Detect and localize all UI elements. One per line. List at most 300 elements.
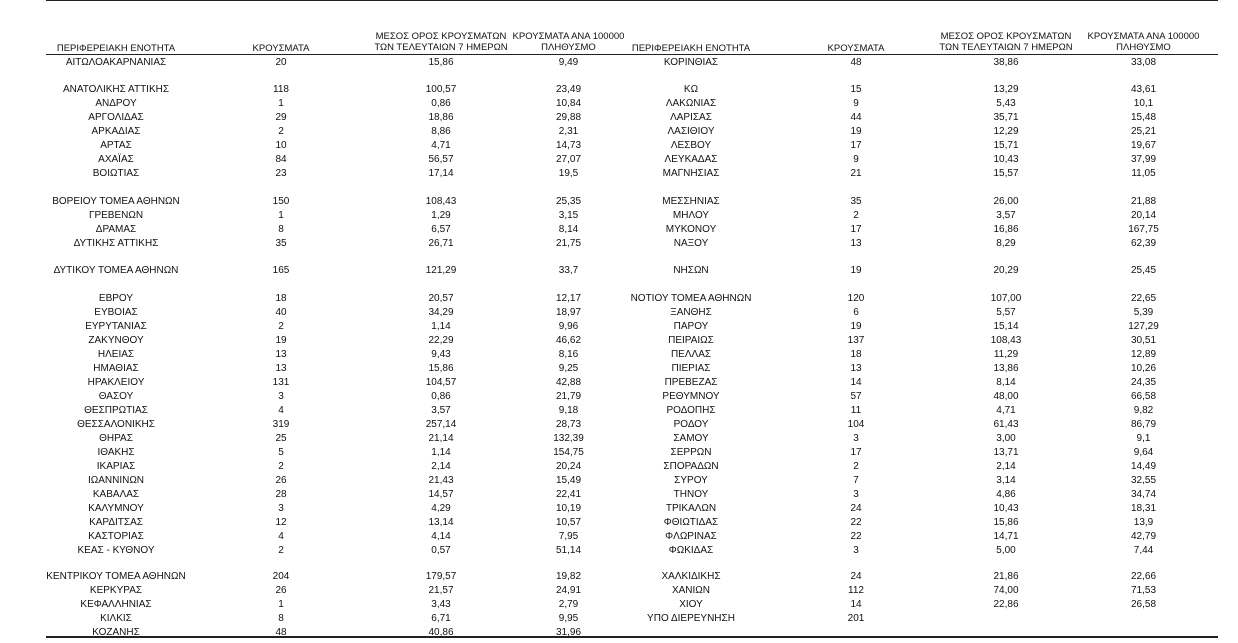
avg7-cell: 107,00 bbox=[990, 293, 1022, 304]
cases-cell: 21 bbox=[850, 168, 862, 179]
avg7-cell: 3,14 bbox=[996, 475, 1016, 486]
region-cell: ΣΥΡΟΥ bbox=[674, 475, 708, 486]
region-cell: ΠΕΙΡΑΙΩΣ bbox=[668, 335, 714, 346]
table-row bbox=[46, 196, 621, 208]
region-cell: ΣΠΟΡΑΔΩΝ bbox=[663, 461, 719, 472]
per100k-cell: 21,88 bbox=[1130, 196, 1157, 207]
per100k-cell: 34,74 bbox=[1130, 489, 1157, 500]
region-cell: ΡΕΘΥΜΝΟΥ bbox=[662, 391, 720, 402]
cases-cell: 4 bbox=[278, 531, 284, 542]
region-cell: ΔΥΤΙΚΗΣ ΑΤΤΙΚΗΣ bbox=[73, 238, 159, 249]
per100k-cell: 71,53 bbox=[1130, 585, 1157, 596]
table-row bbox=[621, 238, 1218, 250]
table-row bbox=[621, 210, 1218, 222]
per100k-cell: 9,64 bbox=[1133, 447, 1154, 458]
region-cell: ΒΟΡΕΙΟΥ ΤΟΜΕΑ ΑΘΗΝΩΝ bbox=[52, 196, 180, 207]
table-row bbox=[46, 461, 621, 473]
header-avg7-line2: ΤΩΝ ΤΕΛΕΥΤΑΙΩΝ 7 ΗΜΕΡΩΝ bbox=[939, 42, 1073, 53]
per100k-cell: 21,79 bbox=[555, 391, 582, 402]
table-row bbox=[621, 545, 1218, 557]
region-cell: ΚΟΖΑΝΗΣ bbox=[92, 627, 140, 638]
avg7-cell: 13,71 bbox=[993, 447, 1019, 458]
avg7-cell: 2,14 bbox=[431, 461, 451, 472]
table-row bbox=[621, 126, 1218, 138]
header-region: ΠΕΡΙΦΕΡΕΙΑΚΗ ΕΝΟΤΗΤΑ bbox=[631, 43, 751, 54]
per100k-cell: 10,84 bbox=[555, 98, 582, 109]
cases-cell: 26 bbox=[275, 475, 287, 486]
per100k-cell: 18,31 bbox=[1130, 503, 1157, 514]
per100k-cell: 10,1 bbox=[1133, 98, 1154, 109]
left-table bbox=[46, 0, 625, 643]
avg7-cell: 5,57 bbox=[996, 307, 1016, 318]
table-row bbox=[621, 433, 1218, 445]
per100k-cell: 19,82 bbox=[555, 571, 582, 582]
avg7-cell: 48,00 bbox=[993, 391, 1019, 402]
table-row bbox=[46, 377, 621, 389]
cases-cell: 319 bbox=[272, 419, 290, 430]
per100k-cell: 14,73 bbox=[555, 140, 582, 151]
table-row bbox=[46, 447, 621, 459]
table-row bbox=[621, 363, 1218, 375]
region-cell: ΞΑΝΘΗΣ bbox=[670, 307, 712, 318]
per100k-cell: 8,16 bbox=[558, 349, 579, 360]
region-cell: ΚΑΡΔΙΤΣΑΣ bbox=[89, 517, 143, 528]
per100k-cell: 66,58 bbox=[1130, 391, 1157, 402]
header-avg7-line2: ΤΩΝ ΤΕΛΕΥΤΑΙΩΝ 7 ΗΜΕΡΩΝ bbox=[374, 42, 508, 53]
per100k-cell: 25,45 bbox=[1130, 265, 1157, 276]
avg7-cell: 20,29 bbox=[993, 265, 1019, 276]
avg7-cell: 0,86 bbox=[431, 391, 451, 402]
header-avg7-line1: ΜΕΣΟΣ ΟΡΟΣ ΚΡΟΥΣΜΑΤΩΝ bbox=[375, 31, 507, 42]
avg7-cell: 21,86 bbox=[993, 571, 1019, 582]
table-row bbox=[46, 391, 621, 403]
table-row bbox=[621, 98, 1218, 110]
region-cell: ΜΑΓΝΗΣΙΑΣ bbox=[662, 168, 720, 179]
table-row bbox=[46, 571, 621, 583]
region-cell: ΝΑΞΟΥ bbox=[673, 238, 709, 249]
per100k-cell: 32,55 bbox=[1130, 475, 1157, 486]
cases-cell: 3 bbox=[278, 391, 284, 402]
cases-cell: 5 bbox=[278, 447, 284, 458]
per100k-cell: 33,08 bbox=[1130, 57, 1157, 68]
cases-cell: 26 bbox=[275, 585, 287, 596]
table-row bbox=[46, 98, 621, 110]
region-cell: ΚΕΝΤΡΙΚΟΥ ΤΟΜΕΑ ΑΘΗΝΩΝ bbox=[46, 571, 186, 582]
cases-cell: 84 bbox=[275, 154, 287, 165]
per100k-cell: 19,67 bbox=[1130, 140, 1157, 151]
avg7-cell: 17,14 bbox=[428, 168, 454, 179]
region-cell: ΥΠΟ ΔΙΕΡΕΥΝΗΣΗ bbox=[647, 613, 735, 624]
table-row bbox=[621, 585, 1218, 597]
per100k-cell: 127,29 bbox=[1128, 321, 1159, 332]
cases-cell: 10 bbox=[275, 140, 287, 151]
region-cell: ΑΙΤΩΛΟΑΚΑΡΝΑΝΙΑΣ bbox=[65, 57, 167, 68]
per100k-cell: 9,25 bbox=[558, 363, 579, 374]
avg7-cell: 4,86 bbox=[996, 489, 1016, 500]
table-row bbox=[46, 475, 621, 487]
avg7-cell: 8,29 bbox=[996, 238, 1016, 249]
cases-cell: 14 bbox=[850, 377, 862, 388]
region-cell: ΘΕΣΠΡΩΤΙΑΣ bbox=[84, 405, 148, 416]
table-row bbox=[46, 321, 621, 333]
region-cell: ΠΙΕΡΙΑΣ bbox=[671, 363, 711, 374]
table-row bbox=[46, 126, 621, 138]
per100k-cell: 20,24 bbox=[555, 461, 582, 472]
table-row bbox=[46, 154, 621, 166]
avg7-cell: 40,86 bbox=[428, 627, 454, 638]
table-row bbox=[46, 84, 621, 96]
region-cell: ΔΡΑΜΑΣ bbox=[95, 224, 137, 235]
cases-cell: 20 bbox=[275, 57, 287, 68]
header-cases: ΚΡΟΥΣΜΑΤΑ bbox=[252, 43, 310, 54]
cases-cell: 14 bbox=[850, 599, 862, 610]
table-row bbox=[621, 461, 1218, 473]
cases-cell: 40 bbox=[275, 307, 287, 318]
per100k-cell: 20,14 bbox=[1130, 210, 1157, 221]
avg7-cell: 257,14 bbox=[425, 419, 457, 430]
cases-cell: 35 bbox=[850, 196, 862, 207]
cases-cell: 131 bbox=[272, 377, 290, 388]
region-cell: ΤΗΝΟΥ bbox=[673, 489, 709, 500]
cases-cell: 120 bbox=[847, 293, 865, 304]
avg7-cell: 3,57 bbox=[996, 210, 1016, 221]
avg7-cell: 179,57 bbox=[425, 571, 457, 582]
table-row bbox=[621, 224, 1218, 236]
avg7-cell: 9,43 bbox=[431, 349, 451, 360]
region-cell: ΠΡΕΒΕΖΑΣ bbox=[664, 377, 718, 388]
avg7-cell: 26,00 bbox=[993, 196, 1019, 207]
region-cell: ΝΗΣΩΝ bbox=[673, 265, 709, 276]
cases-cell: 24 bbox=[850, 503, 862, 514]
avg7-cell: 13,14 bbox=[428, 517, 454, 528]
avg7-cell: 11,29 bbox=[993, 349, 1019, 360]
cases-cell: 17 bbox=[850, 447, 862, 458]
avg7-cell: 3,57 bbox=[431, 405, 451, 416]
per100k-cell: 132,39 bbox=[553, 433, 584, 444]
table-row bbox=[621, 293, 1218, 305]
region-cell: ΛΑΚΩΝΙΑΣ bbox=[665, 98, 717, 109]
cases-cell: 13 bbox=[275, 363, 287, 374]
table-row bbox=[621, 475, 1218, 487]
cases-cell: 165 bbox=[272, 265, 290, 276]
avg7-cell: 38,86 bbox=[993, 57, 1019, 68]
avg7-cell: 14,71 bbox=[993, 531, 1019, 542]
per100k-cell: 5,39 bbox=[1133, 307, 1154, 318]
cases-cell: 8 bbox=[278, 613, 284, 624]
per100k-cell: 62,39 bbox=[1130, 238, 1157, 249]
table-row bbox=[621, 503, 1218, 515]
region-cell: ΘΑΣΟΥ bbox=[98, 391, 134, 402]
cases-cell: 3 bbox=[278, 503, 284, 514]
cases-cell: 17 bbox=[850, 140, 862, 151]
region-cell: ΚΕΦΑΛΛΗΝΙΑΣ bbox=[80, 599, 152, 610]
avg7-cell: 3,00 bbox=[996, 433, 1016, 444]
region-cell: ΧΑΝΙΩΝ bbox=[671, 585, 711, 596]
avg7-cell: 35,71 bbox=[993, 112, 1019, 123]
per100k-cell: 167,75 bbox=[1128, 224, 1159, 235]
table-row bbox=[46, 335, 621, 347]
per100k-cell: 22,66 bbox=[1130, 571, 1157, 582]
cases-cell: 7 bbox=[853, 475, 859, 486]
table-row bbox=[46, 265, 621, 277]
region-cell: ΑΝΑΤΟΛΙΚΗΣ ΑΤΤΙΚΗΣ bbox=[62, 84, 170, 95]
avg7-cell: 13,86 bbox=[993, 363, 1019, 374]
table-row bbox=[46, 627, 621, 639]
per100k-cell: 25,21 bbox=[1130, 126, 1157, 137]
header-per100k-line1: ΚΡΟΥΣΜΑΤΑ ΑΝΑ 100000 bbox=[512, 31, 625, 42]
per100k-cell: 9,1 bbox=[1136, 433, 1151, 444]
avg7-cell: 14,57 bbox=[428, 489, 454, 500]
region-cell: ΑΡΤΑΣ bbox=[100, 140, 132, 151]
table-row bbox=[46, 238, 621, 250]
per100k-cell: 37,99 bbox=[1130, 154, 1157, 165]
table-row bbox=[46, 293, 621, 305]
per100k-cell: 11,05 bbox=[1131, 168, 1156, 179]
cases-cell: 29 bbox=[275, 112, 287, 123]
avg7-cell: 15,71 bbox=[993, 140, 1019, 151]
table-row bbox=[621, 57, 1218, 69]
table-row bbox=[46, 307, 621, 319]
region-cell: ΑΡΚΑΔΙΑΣ bbox=[91, 126, 141, 137]
region-cell: ΙΘΑΚΗΣ bbox=[97, 447, 135, 458]
cases-cell: 6 bbox=[853, 307, 859, 318]
cases-cell: 22 bbox=[850, 517, 862, 528]
table-row bbox=[46, 613, 621, 625]
table-row bbox=[46, 517, 621, 529]
region-cell: ΦΘΙΩΤΙΔΑΣ bbox=[663, 517, 719, 528]
table-row bbox=[621, 405, 1218, 417]
per100k-cell: 13,9 bbox=[1133, 517, 1154, 528]
avg7-cell: 21,57 bbox=[428, 585, 454, 596]
region-cell: ΤΡΙΚΑΛΩΝ bbox=[665, 503, 717, 514]
table-row bbox=[621, 321, 1218, 333]
per100k-cell: 9,18 bbox=[558, 405, 579, 416]
region-cell: ΝΟΤΙΟΥ ΤΟΜΕΑ ΑΘΗΝΩΝ bbox=[630, 293, 752, 304]
region-cell: ΚΟΡΙΝΘΙΑΣ bbox=[663, 57, 719, 68]
region-cell: ΕΥΡΥΤΑΝΙΑΣ bbox=[85, 321, 147, 332]
avg7-cell: 108,43 bbox=[990, 335, 1022, 346]
region-cell: ΛΕΥΚΑΔΑΣ bbox=[664, 154, 718, 165]
cases-cell: 17 bbox=[850, 224, 862, 235]
table-row bbox=[621, 613, 1218, 625]
cases-cell: 204 bbox=[272, 571, 290, 582]
region-cell: ΜΗΛΟΥ bbox=[672, 210, 710, 221]
per100k-cell: 24,91 bbox=[555, 585, 582, 596]
avg7-cell: 10,43 bbox=[993, 154, 1019, 165]
region-cell: ΚΑΣΤΟΡΙΑΣ bbox=[88, 531, 144, 542]
per100k-cell: 27,07 bbox=[555, 154, 582, 165]
table-row bbox=[621, 307, 1218, 319]
avg7-cell: 21,43 bbox=[428, 475, 454, 486]
per100k-cell: 2,31 bbox=[558, 126, 579, 137]
table-row bbox=[46, 433, 621, 445]
avg7-cell: 16,86 bbox=[993, 224, 1019, 235]
region-cell: ΒΟΙΩΤΙΑΣ bbox=[92, 168, 140, 179]
cases-cell: 2 bbox=[853, 461, 859, 472]
cases-cell: 104 bbox=[847, 419, 865, 430]
per100k-cell: 23,49 bbox=[555, 84, 582, 95]
table-row bbox=[621, 517, 1218, 529]
avg7-cell: 6,71 bbox=[431, 613, 451, 624]
per100k-cell: 22,41 bbox=[555, 489, 582, 500]
cases-cell: 3 bbox=[853, 545, 859, 556]
header-cases: ΚΡΟΥΣΜΑΤΑ bbox=[827, 43, 885, 54]
per100k-cell: 18,97 bbox=[555, 307, 582, 318]
avg7-cell: 1,29 bbox=[431, 210, 451, 221]
per100k-cell: 33,7 bbox=[558, 265, 579, 276]
avg7-cell: 3,43 bbox=[431, 599, 451, 610]
cases-cell: 9 bbox=[853, 98, 859, 109]
cases-cell: 18 bbox=[275, 293, 287, 304]
avg7-cell: 1,14 bbox=[431, 447, 451, 458]
avg7-cell: 21,14 bbox=[428, 433, 454, 444]
table-row bbox=[621, 349, 1218, 361]
per100k-cell: 12,17 bbox=[555, 293, 582, 304]
table-row bbox=[46, 419, 621, 431]
per100k-cell: 26,58 bbox=[1130, 599, 1157, 610]
per100k-cell: 25,35 bbox=[555, 196, 582, 207]
per100k-cell: 8,14 bbox=[558, 224, 579, 235]
per100k-cell: 30,51 bbox=[1130, 335, 1157, 346]
per100k-cell: 19,5 bbox=[558, 168, 579, 179]
per100k-cell: 154,75 bbox=[553, 447, 584, 458]
right-table bbox=[621, 0, 1218, 643]
region-cell: ΚΩ bbox=[683, 84, 699, 95]
per100k-cell: 3,15 bbox=[558, 210, 579, 221]
region-cell: ΕΥΒΟΙΑΣ bbox=[94, 307, 138, 318]
cases-cell: 57 bbox=[850, 391, 862, 402]
region-cell: ΑΡΓΟΛΙΔΑΣ bbox=[88, 112, 144, 123]
region-cell: ΠΑΡΟΥ bbox=[673, 321, 709, 332]
table-row bbox=[46, 585, 621, 597]
per100k-cell: 24,35 bbox=[1130, 377, 1157, 388]
avg7-cell: 4,71 bbox=[996, 405, 1016, 416]
region-cell: ΘΗΡΑΣ bbox=[99, 433, 133, 444]
cases-cell: 118 bbox=[273, 84, 289, 95]
region-cell: ΘΕΣΣΑΛΟΝΙΚΗΣ bbox=[77, 419, 155, 430]
table-row bbox=[621, 571, 1218, 583]
cases-cell: 15 bbox=[850, 84, 862, 95]
table-row bbox=[46, 489, 621, 501]
table-row bbox=[46, 112, 621, 124]
per100k-cell: 86,79 bbox=[1130, 419, 1157, 430]
cases-cell: 48 bbox=[275, 627, 287, 638]
table-row bbox=[46, 210, 621, 222]
region-cell: ΗΜΑΘΙΑΣ bbox=[93, 363, 139, 374]
per100k-cell: 10,26 bbox=[1130, 363, 1157, 374]
header-avg7-line1: ΜΕΣΟΣ ΟΡΟΣ ΚΡΟΥΣΜΑΤΩΝ bbox=[940, 31, 1072, 42]
region-cell: ΚΕΡΚΥΡΑΣ bbox=[89, 585, 143, 596]
table-row bbox=[46, 349, 621, 361]
avg7-cell: 2,14 bbox=[996, 461, 1016, 472]
region-cell: ΙΩΑΝΝΙΝΩΝ bbox=[87, 475, 145, 486]
avg7-cell: 6,57 bbox=[431, 224, 451, 235]
per100k-cell: 9,82 bbox=[1133, 405, 1154, 416]
cases-cell: 2 bbox=[278, 126, 284, 137]
cases-cell: 12 bbox=[275, 517, 287, 528]
avg7-cell: 0,86 bbox=[431, 98, 451, 109]
region-cell: ΧΙΟΥ bbox=[679, 599, 703, 610]
table-row bbox=[621, 391, 1218, 403]
per100k-cell: 28,73 bbox=[555, 419, 582, 430]
header-per100k-line1: ΚΡΟΥΣΜΑΤΑ ΑΝΑ 100000 bbox=[1087, 31, 1200, 42]
avg7-cell: 22,29 bbox=[428, 335, 454, 346]
avg7-cell: 4,14 bbox=[431, 531, 451, 542]
avg7-cell: 100,57 bbox=[425, 84, 457, 95]
table-row bbox=[621, 599, 1218, 611]
cases-cell: 3 bbox=[853, 489, 859, 500]
avg7-cell: 10,43 bbox=[993, 503, 1019, 514]
table-row bbox=[621, 140, 1218, 152]
cases-cell: 13 bbox=[275, 349, 287, 360]
region-cell: ΛΑΡΙΣΑΣ bbox=[670, 112, 712, 123]
cases-cell: 13 bbox=[850, 238, 862, 249]
table-row bbox=[621, 531, 1218, 543]
cases-cell: 1 bbox=[278, 599, 284, 610]
cases-cell: 137 bbox=[847, 335, 865, 346]
cases-cell: 4 bbox=[278, 405, 284, 416]
avg7-cell: 13,29 bbox=[993, 84, 1019, 95]
per100k-cell: 10,57 bbox=[555, 517, 582, 528]
cases-cell: 22 bbox=[850, 531, 862, 542]
avg7-cell: 4,29 bbox=[431, 503, 451, 514]
per100k-cell: 43,61 bbox=[1130, 84, 1157, 95]
table-row bbox=[621, 335, 1218, 347]
cases-cell: 112 bbox=[848, 585, 864, 596]
table-row bbox=[46, 57, 621, 69]
region-cell: ΛΕΣΒΟΥ bbox=[670, 140, 712, 151]
table-row bbox=[46, 599, 621, 611]
region-cell: ΑΝΔΡΟΥ bbox=[95, 98, 137, 109]
cases-cell: 9 bbox=[853, 154, 859, 165]
table-row bbox=[621, 419, 1218, 431]
table-row bbox=[46, 531, 621, 543]
avg7-cell: 5,43 bbox=[996, 98, 1016, 109]
table-row bbox=[46, 363, 621, 375]
region-cell: ΠΕΛΛΑΣ bbox=[670, 349, 712, 360]
per100k-cell: 7,44 bbox=[1133, 545, 1154, 556]
avg7-cell: 4,71 bbox=[431, 140, 451, 151]
header-region: ΠΕΡΙΦΕΡΕΙΑΚΗ ΕΝΟΤΗΤΑ bbox=[56, 43, 176, 54]
avg7-cell: 5,00 bbox=[996, 545, 1016, 556]
header-per100k bbox=[1061, 31, 1226, 53]
cases-cell: 2 bbox=[853, 210, 859, 221]
cases-cell: 19 bbox=[850, 265, 862, 276]
avg7-cell: 8,86 bbox=[431, 126, 451, 137]
region-cell: ΗΛΕΙΑΣ bbox=[97, 349, 135, 360]
cases-cell: 8 bbox=[278, 224, 284, 235]
cases-cell: 150 bbox=[272, 196, 290, 207]
cases-cell: 24 bbox=[850, 571, 862, 582]
avg7-cell: 1,14 bbox=[431, 321, 451, 332]
cases-cell: 25 bbox=[275, 433, 287, 444]
table-row bbox=[46, 545, 621, 557]
table-row bbox=[46, 168, 621, 180]
per100k-cell: 51,14 bbox=[555, 545, 582, 556]
region-cell: ΜΥΚΟΝΟΥ bbox=[665, 224, 717, 235]
per100k-cell: 7,95 bbox=[558, 531, 579, 542]
avg7-cell: 22,86 bbox=[993, 599, 1019, 610]
table-row bbox=[621, 489, 1218, 501]
cases-cell: 13 bbox=[850, 363, 862, 374]
header-per100k-line2: ΠΛΗΘΥΣΜΟ bbox=[541, 42, 596, 53]
per100k-cell: 42,79 bbox=[1130, 531, 1157, 542]
table-row bbox=[621, 377, 1218, 389]
region-cell: ΣΕΡΡΩΝ bbox=[670, 447, 712, 458]
per100k-cell: 31,96 bbox=[555, 627, 582, 638]
cases-cell: 44 bbox=[850, 112, 862, 123]
region-cell: ΔΥΤΙΚΟΥ ΤΟΜΕΑ ΑΘΗΝΩΝ bbox=[53, 265, 179, 276]
